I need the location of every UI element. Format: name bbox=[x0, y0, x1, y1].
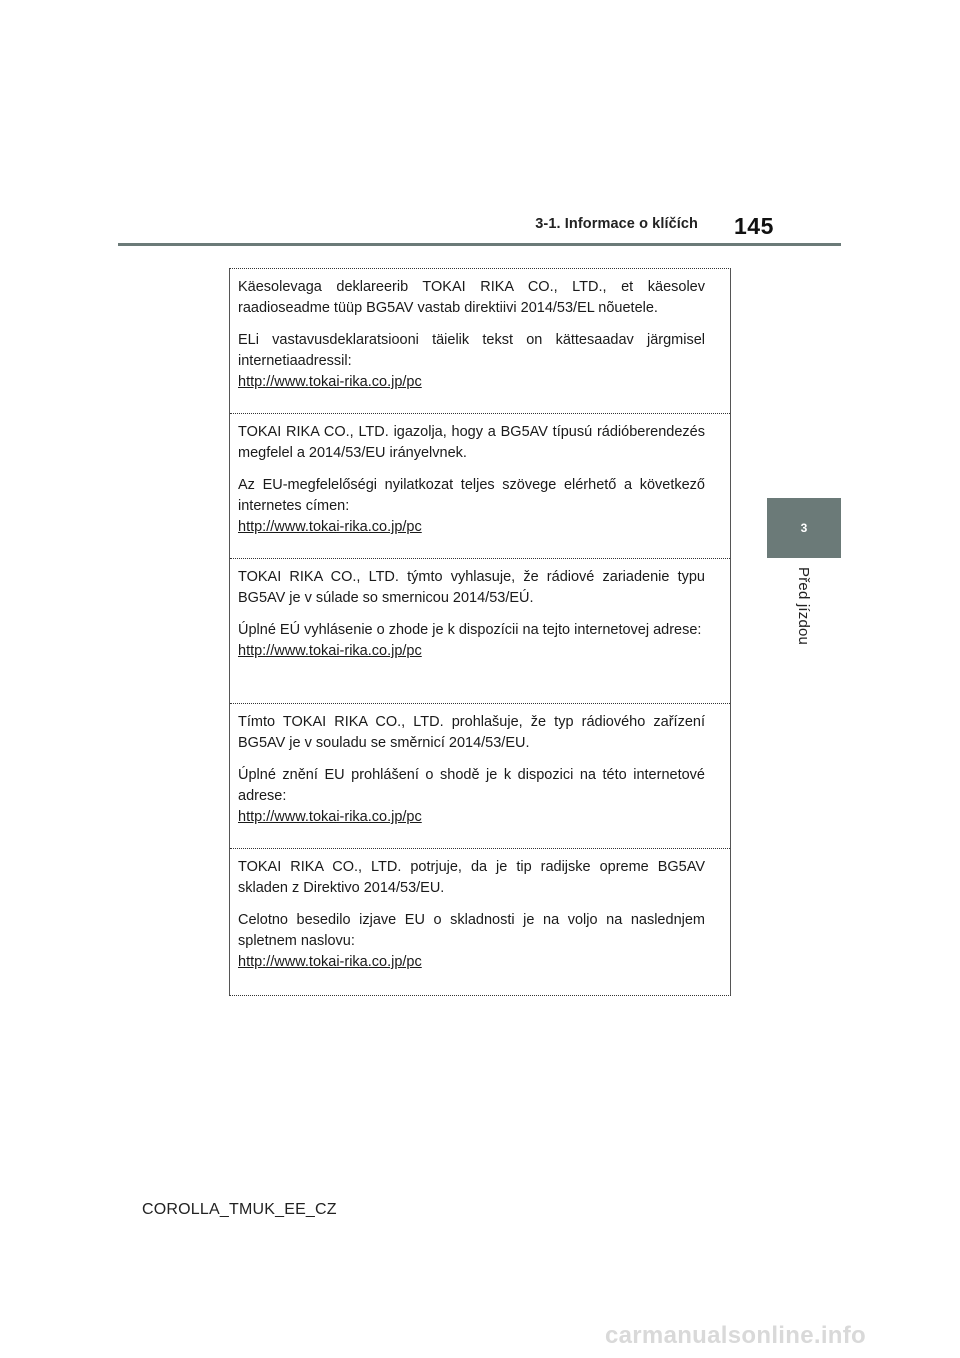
declaration-url-link[interactable]: http://www.tokai-rika.co.jp/pc bbox=[238, 374, 422, 390]
declaration-statement: Käesolevaga deklareerib TOKAI RIKA CO., LTD., et käesolev raadioseadme tüüp BG5AV vastab direktiivi 2014/53/EL nõuetele. bbox=[238, 279, 705, 316]
chapter-label: Před jízdou bbox=[795, 567, 812, 646]
document-code: COROLLA_TMUK_EE_CZ bbox=[142, 1201, 337, 1218]
declaration-url-link[interactable]: http://www.tokai-rika.co.jp/pc bbox=[238, 954, 422, 970]
site-watermark: carmanualsonline.info bbox=[605, 1322, 867, 1349]
declaration-availability: Celotno besedilo izjave EU o skladnosti je na voljo na naslednjem spletnem naslovu: bbox=[238, 912, 705, 949]
declaration-statement: TOKAI RIKA CO., LTD. igazolja, hogy a BG5AV típusú rádióberendezés megfelel a 2014/53/EU irányelvnek. bbox=[238, 424, 705, 461]
declaration-czech bbox=[230, 704, 730, 849]
declaration-estonian bbox=[230, 269, 730, 414]
declaration-availability: Úplné znění EU prohlášení o shodě je k dispozici na této internetové adrese: bbox=[238, 767, 705, 804]
page-number: 145 bbox=[734, 213, 774, 239]
header-divider bbox=[118, 243, 841, 246]
declaration-slovenian bbox=[230, 849, 730, 995]
declaration-availability: ELi vastavusdeklaratsiooni täielik tekst on kättesaadav järgmisel internetiaadressil: bbox=[238, 332, 705, 369]
declaration-statement: TOKAI RIKA CO., LTD. týmto vyhlasuje, že rádiové zariadenie typu BG5AV je v súlade so smernicou 2014/53/EÚ. bbox=[238, 569, 705, 606]
declaration-statement: Tímto TOKAI RIKA CO., LTD. prohlašuje, že typ rádiového zařízení BG5AV je v souladu se směrnicí 2014/53/EU. bbox=[238, 714, 705, 751]
declaration-url-link[interactable]: http://www.tokai-rika.co.jp/pc bbox=[238, 809, 422, 825]
declaration-slovak bbox=[230, 559, 730, 704]
declaration-url-link[interactable]: http://www.tokai-rika.co.jp/pc bbox=[238, 643, 422, 659]
declaration-availability: Az EU-megfelelőségi nyilatkozat teljes szövege elérhető a következő internetes címen: bbox=[238, 477, 705, 514]
declaration-statement: TOKAI RIKA CO., LTD. potrjuje, da je tip radijske opreme BG5AV skladen z Direktivo 2014/53/EU. bbox=[238, 859, 705, 896]
declarations-box bbox=[229, 268, 731, 996]
declaration-hungarian bbox=[230, 414, 730, 559]
declaration-availability: Úplné EÚ vyhlásenie o zhode je k dispozícii na tejto internetovej adrese: bbox=[238, 622, 702, 638]
chapter-tab bbox=[767, 498, 841, 558]
chapter-number: 3 bbox=[800, 521, 808, 535]
declaration-url-link[interactable]: http://www.tokai-rika.co.jp/pc bbox=[238, 519, 422, 535]
section-title: 3-1. Informace o klíčích bbox=[535, 216, 698, 232]
